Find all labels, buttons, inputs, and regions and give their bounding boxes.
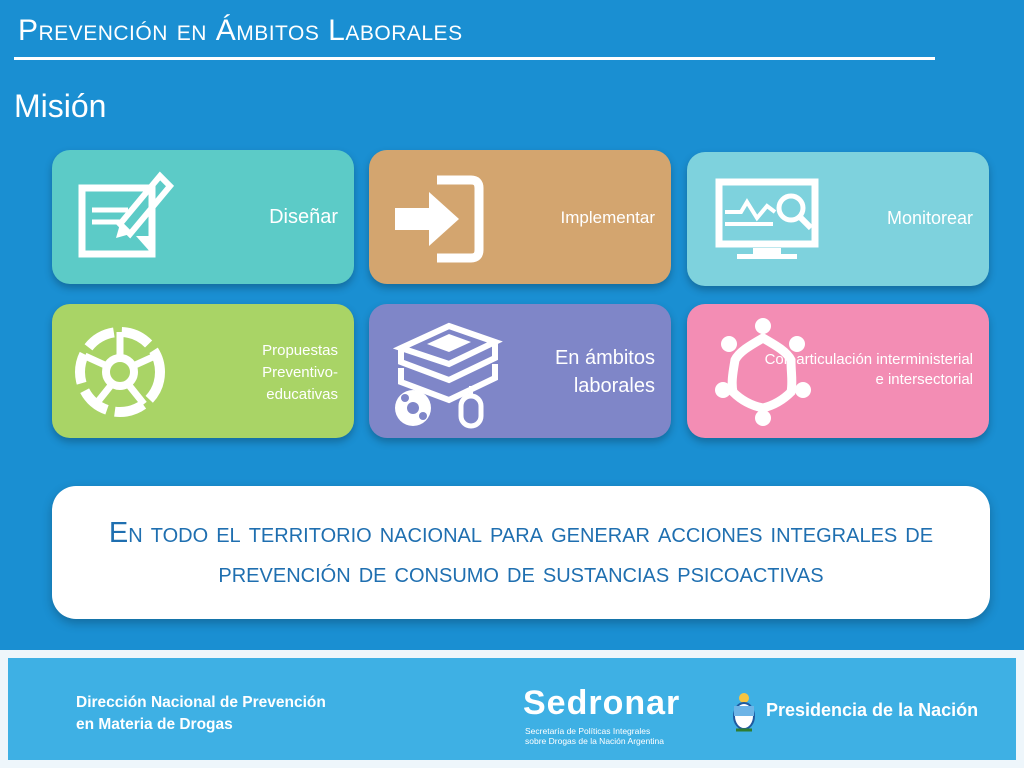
card-label-disenar: Diseñar bbox=[269, 206, 338, 228]
card-monitorear bbox=[687, 152, 989, 286]
mission-statement-box bbox=[52, 486, 990, 619]
sedronar-subtitle: Secretaría de Políticas Integrales sobre Drogas de la Nación Argentina bbox=[525, 726, 664, 746]
mission-statement-text: En todo el territorio nacional para generar acciones integrales de prevención de consumo de sustancias psicoactivas bbox=[108, 516, 934, 589]
card-label-ambitos: En ámbitos laborales bbox=[554, 347, 655, 397]
card-label-articulacion: Con articulación interministerial e intersectorial bbox=[764, 351, 973, 388]
section-title: Misión bbox=[14, 88, 107, 124]
footer-direccion-text: Dirección Nacional de Prevención en Materia de Drogas bbox=[76, 694, 326, 733]
coat-of-arms-icon bbox=[730, 692, 758, 732]
card-label-monitorear: Monitorear bbox=[886, 208, 973, 228]
footer-inner bbox=[8, 658, 1016, 760]
title-divider bbox=[14, 57, 935, 60]
circular-network-icon bbox=[70, 322, 170, 422]
sedronar-logo-text: Sedronar bbox=[523, 684, 681, 722]
card-propuestas bbox=[52, 304, 354, 438]
card-label-implementar: Implementar bbox=[560, 208, 655, 227]
monitor-chart-icon bbox=[713, 178, 823, 262]
card-ambitos-laborales bbox=[369, 304, 671, 438]
presidencia-text: Presidencia de la Nación bbox=[766, 700, 979, 720]
books-ball-mouse-icon bbox=[391, 318, 509, 430]
edit-document-icon bbox=[76, 166, 176, 266]
card-disenar bbox=[52, 150, 354, 284]
sign-in-arrow-icon bbox=[391, 174, 491, 264]
slide-title: Prevención en Ámbitos Laborales bbox=[18, 14, 463, 47]
footer-banner bbox=[0, 650, 1024, 768]
card-articulacion bbox=[687, 304, 989, 438]
card-label-propuestas: Propuestas Preventivo- educativas bbox=[262, 342, 338, 403]
card-implementar bbox=[369, 150, 671, 284]
